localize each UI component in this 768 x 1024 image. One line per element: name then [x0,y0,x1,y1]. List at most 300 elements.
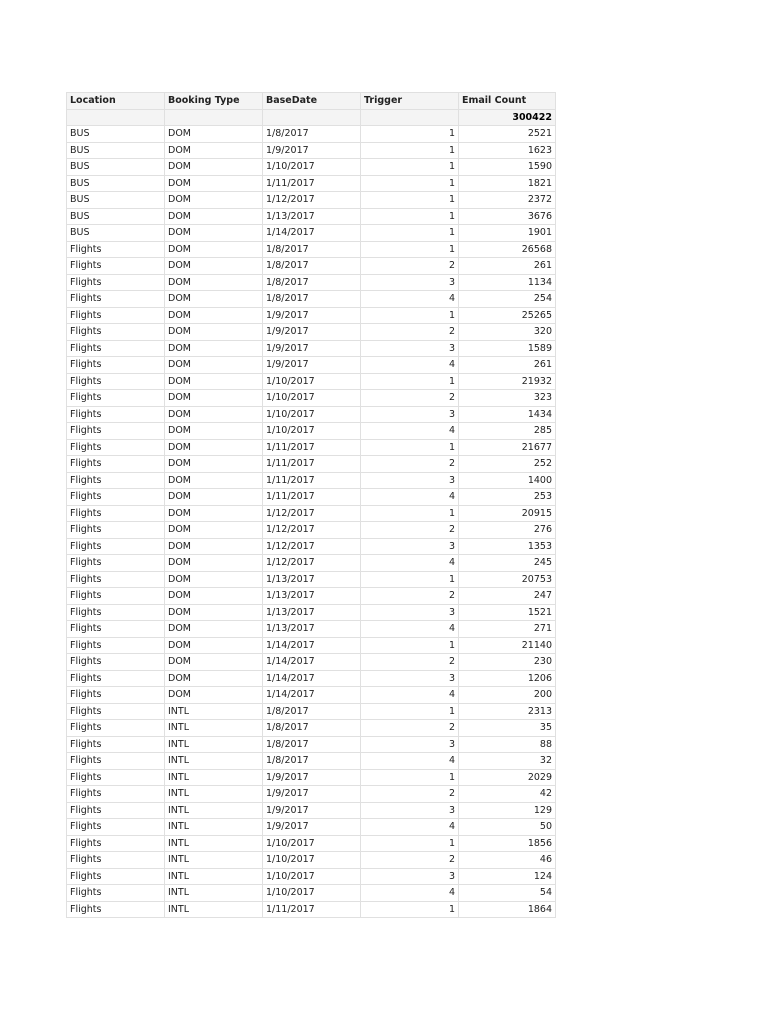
cell-location[interactable]: Flights [67,390,165,407]
cell-location[interactable]: Flights [67,489,165,506]
cell-location[interactable]: Flights [67,439,165,456]
cell-location[interactable]: Flights [67,307,165,324]
cell-booking-type[interactable]: DOM [165,406,263,423]
table-row [67,703,556,720]
cell-email-count[interactable]: 261 [459,258,556,275]
cell-basedate[interactable]: 1/8/2017 [263,720,361,737]
cell-location[interactable]: BUS [67,159,165,176]
table-row [67,192,556,209]
cell-basedate[interactable]: 1/14/2017 [263,654,361,671]
table-row [67,489,556,506]
table-row [67,274,556,291]
cell-trigger[interactable]: 3 [361,736,459,753]
cell-email-count[interactable]: 1400 [459,472,556,489]
column-header-booking-type[interactable]: Booking Type [165,93,263,110]
cell-booking-type[interactable]: INTL [165,819,263,836]
grand-total-row [67,109,556,126]
cell-basedate[interactable]: 1/8/2017 [263,291,361,308]
cell-trigger[interactable]: 4 [361,621,459,638]
table-row [67,175,556,192]
cell-trigger[interactable]: 2 [361,588,459,605]
cell-booking-type[interactable]: DOM [165,225,263,242]
column-header-email-count[interactable]: Email Count [459,93,556,110]
cell-basedate[interactable]: 1/10/2017 [263,406,361,423]
total-spacer-cell [361,109,459,126]
cell-basedate[interactable]: 1/9/2017 [263,802,361,819]
cell-basedate[interactable]: 1/11/2017 [263,901,361,918]
cell-trigger[interactable]: 4 [361,687,459,704]
cell-booking-type[interactable]: DOM [165,472,263,489]
cell-basedate[interactable]: 1/14/2017 [263,670,361,687]
cell-location[interactable]: Flights [67,769,165,786]
cell-basedate[interactable]: 1/13/2017 [263,208,361,225]
cell-email-count[interactable]: 25265 [459,307,556,324]
cell-email-count[interactable]: 32 [459,753,556,770]
table-row [67,786,556,803]
cell-location[interactable]: BUS [67,142,165,159]
cell-email-count[interactable]: 50 [459,819,556,836]
cell-basedate[interactable]: 1/8/2017 [263,258,361,275]
cell-trigger[interactable]: 1 [361,769,459,786]
cell-booking-type[interactable]: DOM [165,390,263,407]
cell-trigger[interactable]: 1 [361,703,459,720]
cell-trigger[interactable]: 1 [361,159,459,176]
cell-trigger[interactable]: 2 [361,456,459,473]
cell-booking-type[interactable]: DOM [165,340,263,357]
cell-basedate[interactable]: 1/11/2017 [263,472,361,489]
cell-basedate[interactable]: 1/13/2017 [263,571,361,588]
cell-location[interactable]: Flights [67,324,165,341]
cell-location[interactable]: Flights [67,373,165,390]
cell-booking-type[interactable]: INTL [165,802,263,819]
header-row [67,93,556,110]
cell-location[interactable]: Flights [67,885,165,902]
cell-basedate[interactable]: 1/11/2017 [263,439,361,456]
cell-basedate[interactable]: 1/9/2017 [263,786,361,803]
cell-location[interactable]: Flights [67,274,165,291]
cell-location[interactable]: BUS [67,208,165,225]
cell-trigger[interactable]: 4 [361,819,459,836]
table-row [67,439,556,456]
table-row [67,819,556,836]
cell-booking-type[interactable]: DOM [165,274,263,291]
cell-email-count[interactable]: 20915 [459,505,556,522]
cell-email-count[interactable]: 54 [459,885,556,902]
table-row [67,753,556,770]
cell-email-count[interactable]: 35 [459,720,556,737]
cell-email-count[interactable]: 2313 [459,703,556,720]
cell-email-count[interactable]: 21932 [459,373,556,390]
cell-location[interactable]: Flights [67,670,165,687]
email-count-table [66,92,556,918]
cell-trigger[interactable]: 2 [361,390,459,407]
cell-trigger[interactable]: 3 [361,472,459,489]
cell-location[interactable]: Flights [67,604,165,621]
table-row [67,802,556,819]
cell-basedate[interactable]: 1/9/2017 [263,307,361,324]
table-row [67,885,556,902]
cell-booking-type[interactable]: INTL [165,753,263,770]
table-row [67,258,556,275]
cell-location[interactable]: BUS [67,225,165,242]
cell-location[interactable]: Flights [67,340,165,357]
cell-trigger[interactable]: 2 [361,720,459,737]
cell-trigger[interactable]: 4 [361,291,459,308]
table-row [67,835,556,852]
cell-trigger[interactable]: 1 [361,505,459,522]
cell-location[interactable]: Flights [67,291,165,308]
cell-location[interactable]: Flights [67,538,165,555]
cell-booking-type[interactable]: INTL [165,703,263,720]
cell-email-count[interactable]: 2372 [459,192,556,209]
cell-location[interactable]: Flights [67,703,165,720]
cell-location[interactable]: Flights [67,720,165,737]
cell-basedate[interactable]: 1/14/2017 [263,225,361,242]
cell-email-count[interactable]: 88 [459,736,556,753]
cell-trigger[interactable]: 4 [361,555,459,572]
table-row [67,637,556,654]
table-row [67,373,556,390]
cell-trigger[interactable]: 1 [361,142,459,159]
cell-trigger[interactable]: 2 [361,522,459,539]
cell-email-count[interactable]: 2521 [459,126,556,143]
cell-email-count[interactable]: 21140 [459,637,556,654]
cell-booking-type[interactable]: DOM [165,687,263,704]
cell-trigger[interactable]: 4 [361,423,459,440]
cell-email-count[interactable]: 1901 [459,225,556,242]
cell-basedate[interactable]: 1/8/2017 [263,274,361,291]
cell-trigger[interactable]: 1 [361,307,459,324]
cell-booking-type[interactable]: DOM [165,621,263,638]
cell-location[interactable]: BUS [67,126,165,143]
cell-trigger[interactable]: 2 [361,258,459,275]
cell-booking-type[interactable]: DOM [165,175,263,192]
table-row [67,324,556,341]
cell-trigger[interactable]: 1 [361,241,459,258]
cell-trigger[interactable]: 4 [361,753,459,770]
cell-trigger[interactable]: 1 [361,835,459,852]
cell-email-count[interactable]: 1623 [459,142,556,159]
cell-basedate[interactable]: 1/12/2017 [263,522,361,539]
cell-trigger[interactable]: 3 [361,274,459,291]
cell-booking-type[interactable]: DOM [165,258,263,275]
cell-basedate[interactable]: 1/11/2017 [263,456,361,473]
cell-email-count[interactable]: 1521 [459,604,556,621]
cell-basedate[interactable]: 1/10/2017 [263,159,361,176]
table-row [67,472,556,489]
cell-email-count[interactable]: 2029 [459,769,556,786]
cell-location[interactable]: Flights [67,819,165,836]
cell-trigger[interactable]: 3 [361,538,459,555]
cell-booking-type[interactable]: DOM [165,126,263,143]
cell-booking-type[interactable]: DOM [165,654,263,671]
cell-booking-type[interactable]: DOM [165,291,263,308]
cell-trigger[interactable]: 1 [361,439,459,456]
cell-email-count[interactable]: 245 [459,555,556,572]
cell-email-count[interactable]: 320 [459,324,556,341]
cell-email-count[interactable]: 1590 [459,159,556,176]
cell-booking-type[interactable]: DOM [165,192,263,209]
cell-location[interactable]: Flights [67,901,165,918]
cell-basedate[interactable]: 1/10/2017 [263,852,361,869]
cell-basedate[interactable]: 1/13/2017 [263,604,361,621]
cell-trigger[interactable]: 4 [361,885,459,902]
cell-location[interactable]: Flights [67,555,165,572]
cell-booking-type[interactable]: DOM [165,522,263,539]
cell-location[interactable]: Flights [67,835,165,852]
cell-basedate[interactable]: 1/8/2017 [263,126,361,143]
cell-email-count[interactable]: 252 [459,456,556,473]
cell-email-count[interactable]: 323 [459,390,556,407]
cell-email-count[interactable]: 1434 [459,406,556,423]
cell-basedate[interactable]: 1/13/2017 [263,621,361,638]
cell-booking-type[interactable]: DOM [165,604,263,621]
cell-trigger[interactable]: 1 [361,373,459,390]
cell-booking-type[interactable]: INTL [165,868,263,885]
table-row [67,555,556,572]
table-row [67,241,556,258]
cell-booking-type[interactable]: DOM [165,555,263,572]
cell-location[interactable]: Flights [67,522,165,539]
cell-booking-type[interactable]: DOM [165,588,263,605]
table-row [67,456,556,473]
cell-booking-type[interactable]: INTL [165,720,263,737]
table-row [67,357,556,374]
cell-location[interactable]: Flights [67,852,165,869]
table-row [67,720,556,737]
cell-trigger[interactable]: 3 [361,604,459,621]
cell-booking-type[interactable]: DOM [165,538,263,555]
cell-trigger[interactable]: 3 [361,670,459,687]
cell-booking-type[interactable]: INTL [165,835,263,852]
cell-email-count[interactable]: 1589 [459,340,556,357]
cell-booking-type[interactable]: DOM [165,505,263,522]
cell-email-count[interactable]: 124 [459,868,556,885]
table-row [67,291,556,308]
table-row [67,687,556,704]
cell-email-count[interactable]: 1821 [459,175,556,192]
cell-email-count[interactable]: 261 [459,357,556,374]
cell-booking-type[interactable]: DOM [165,456,263,473]
cell-email-count[interactable]: 276 [459,522,556,539]
cell-location[interactable]: Flights [67,736,165,753]
cell-basedate[interactable]: 1/13/2017 [263,588,361,605]
cell-basedate[interactable]: 1/8/2017 [263,753,361,770]
cell-trigger[interactable]: 1 [361,208,459,225]
table-row [67,769,556,786]
cell-trigger[interactable]: 1 [361,225,459,242]
cell-basedate[interactable]: 1/14/2017 [263,687,361,704]
cell-trigger[interactable]: 1 [361,175,459,192]
cell-location[interactable]: Flights [67,753,165,770]
cell-booking-type[interactable]: DOM [165,670,263,687]
cell-location[interactable]: Flights [67,786,165,803]
table-header [67,93,556,110]
cell-location[interactable]: Flights [67,654,165,671]
table-row [67,901,556,918]
cell-booking-type[interactable]: DOM [165,208,263,225]
cell-trigger[interactable]: 3 [361,868,459,885]
cell-email-count[interactable]: 129 [459,802,556,819]
table-row [67,522,556,539]
cell-booking-type[interactable]: DOM [165,307,263,324]
cell-booking-type[interactable]: INTL [165,901,263,918]
cell-location[interactable]: Flights [67,241,165,258]
cell-basedate[interactable]: 1/8/2017 [263,703,361,720]
table-row [67,538,556,555]
cell-location[interactable]: Flights [67,637,165,654]
cell-trigger[interactable]: 3 [361,802,459,819]
cell-location[interactable]: Flights [67,423,165,440]
cell-trigger[interactable]: 1 [361,571,459,588]
cell-email-count[interactable]: 46 [459,852,556,869]
cell-location[interactable]: BUS [67,175,165,192]
cell-booking-type[interactable]: DOM [165,423,263,440]
cell-trigger[interactable]: 2 [361,786,459,803]
cell-trigger[interactable]: 1 [361,901,459,918]
cell-basedate[interactable]: 1/10/2017 [263,868,361,885]
cell-location[interactable]: Flights [67,456,165,473]
cell-location[interactable]: BUS [67,192,165,209]
cell-basedate[interactable]: 1/8/2017 [263,736,361,753]
column-header-trigger[interactable]: Trigger [361,93,459,110]
cell-basedate[interactable]: 1/9/2017 [263,819,361,836]
cell-email-count[interactable]: 3676 [459,208,556,225]
cell-email-count[interactable]: 285 [459,423,556,440]
column-header-basedate[interactable]: BaseDate [263,93,361,110]
table-row [67,736,556,753]
cell-booking-type[interactable]: DOM [165,637,263,654]
cell-basedate[interactable]: 1/9/2017 [263,769,361,786]
cell-basedate[interactable]: 1/8/2017 [263,241,361,258]
table-row [67,208,556,225]
table-row [67,159,556,176]
cell-trigger[interactable]: 1 [361,637,459,654]
total-spacer-cell [263,109,361,126]
cell-location[interactable]: Flights [67,802,165,819]
table-row [67,390,556,407]
cell-email-count[interactable]: 200 [459,687,556,704]
cell-email-count[interactable]: 1856 [459,835,556,852]
table-row [67,423,556,440]
table-row [67,505,556,522]
cell-basedate[interactable]: 1/10/2017 [263,423,361,440]
cell-booking-type[interactable]: DOM [165,571,263,588]
cell-email-count[interactable]: 1864 [459,901,556,918]
cell-trigger[interactable]: 2 [361,324,459,341]
cell-basedate[interactable]: 1/9/2017 [263,324,361,341]
cell-booking-type[interactable]: DOM [165,241,263,258]
cell-basedate[interactable]: 1/10/2017 [263,390,361,407]
cell-booking-type[interactable]: INTL [165,852,263,869]
cell-booking-type[interactable]: INTL [165,769,263,786]
cell-booking-type[interactable]: DOM [165,159,263,176]
table-row [67,654,556,671]
cell-email-count[interactable]: 20753 [459,571,556,588]
cell-booking-type[interactable]: DOM [165,489,263,506]
cell-trigger[interactable]: 4 [361,357,459,374]
table-row [67,588,556,605]
cell-basedate[interactable]: 1/14/2017 [263,637,361,654]
cell-booking-type[interactable]: INTL [165,885,263,902]
table-row [67,307,556,324]
cell-basedate[interactable]: 1/9/2017 [263,340,361,357]
cell-trigger[interactable]: 3 [361,340,459,357]
cell-basedate[interactable]: 1/10/2017 [263,835,361,852]
cell-basedate[interactable]: 1/12/2017 [263,538,361,555]
cell-email-count[interactable]: 230 [459,654,556,671]
cell-location[interactable]: Flights [67,621,165,638]
grand-total-email-count: 300422 [459,109,556,126]
cell-trigger[interactable]: 3 [361,406,459,423]
table-row [67,852,556,869]
cell-email-count[interactable]: 1206 [459,670,556,687]
cell-trigger[interactable]: 4 [361,489,459,506]
cell-location[interactable]: Flights [67,571,165,588]
cell-booking-type[interactable]: DOM [165,142,263,159]
cell-basedate[interactable]: 1/9/2017 [263,142,361,159]
cell-basedate[interactable]: 1/10/2017 [263,373,361,390]
cell-location[interactable]: Flights [67,687,165,704]
cell-email-count[interactable]: 21677 [459,439,556,456]
cell-basedate[interactable]: 1/9/2017 [263,357,361,374]
cell-email-count[interactable]: 253 [459,489,556,506]
cell-email-count[interactable]: 271 [459,621,556,638]
table-row [67,225,556,242]
cell-email-count[interactable]: 26568 [459,241,556,258]
cell-email-count[interactable]: 247 [459,588,556,605]
total-spacer-cell [165,109,263,126]
cell-email-count[interactable]: 254 [459,291,556,308]
cell-basedate[interactable]: 1/11/2017 [263,175,361,192]
table-row [67,621,556,638]
cell-location[interactable]: Flights [67,505,165,522]
cell-booking-type[interactable]: INTL [165,736,263,753]
table-row [67,126,556,143]
cell-location[interactable]: Flights [67,472,165,489]
cell-booking-type[interactable]: DOM [165,324,263,341]
cell-booking-type[interactable]: INTL [165,786,263,803]
table-row [67,571,556,588]
cell-location[interactable]: Flights [67,258,165,275]
cell-email-count[interactable]: 1134 [459,274,556,291]
cell-booking-type[interactable]: DOM [165,373,263,390]
cell-location[interactable]: Flights [67,406,165,423]
cell-basedate[interactable]: 1/11/2017 [263,489,361,506]
cell-basedate[interactable]: 1/12/2017 [263,192,361,209]
cell-location[interactable]: Flights [67,588,165,605]
column-header-location[interactable]: Location [67,93,165,110]
cell-trigger[interactable]: 2 [361,852,459,869]
cell-email-count[interactable]: 1353 [459,538,556,555]
cell-trigger[interactable]: 1 [361,192,459,209]
cell-booking-type[interactable]: DOM [165,439,263,456]
cell-trigger[interactable]: 2 [361,654,459,671]
cell-email-count[interactable]: 42 [459,786,556,803]
cell-location[interactable]: Flights [67,357,165,374]
cell-booking-type[interactable]: DOM [165,357,263,374]
cell-location[interactable]: Flights [67,868,165,885]
table-row [67,868,556,885]
cell-basedate[interactable]: 1/12/2017 [263,555,361,572]
table-row [67,670,556,687]
table-body [67,109,556,918]
cell-basedate[interactable]: 1/10/2017 [263,885,361,902]
cell-basedate[interactable]: 1/12/2017 [263,505,361,522]
table-row [67,340,556,357]
cell-trigger[interactable]: 1 [361,126,459,143]
total-spacer-cell [67,109,165,126]
